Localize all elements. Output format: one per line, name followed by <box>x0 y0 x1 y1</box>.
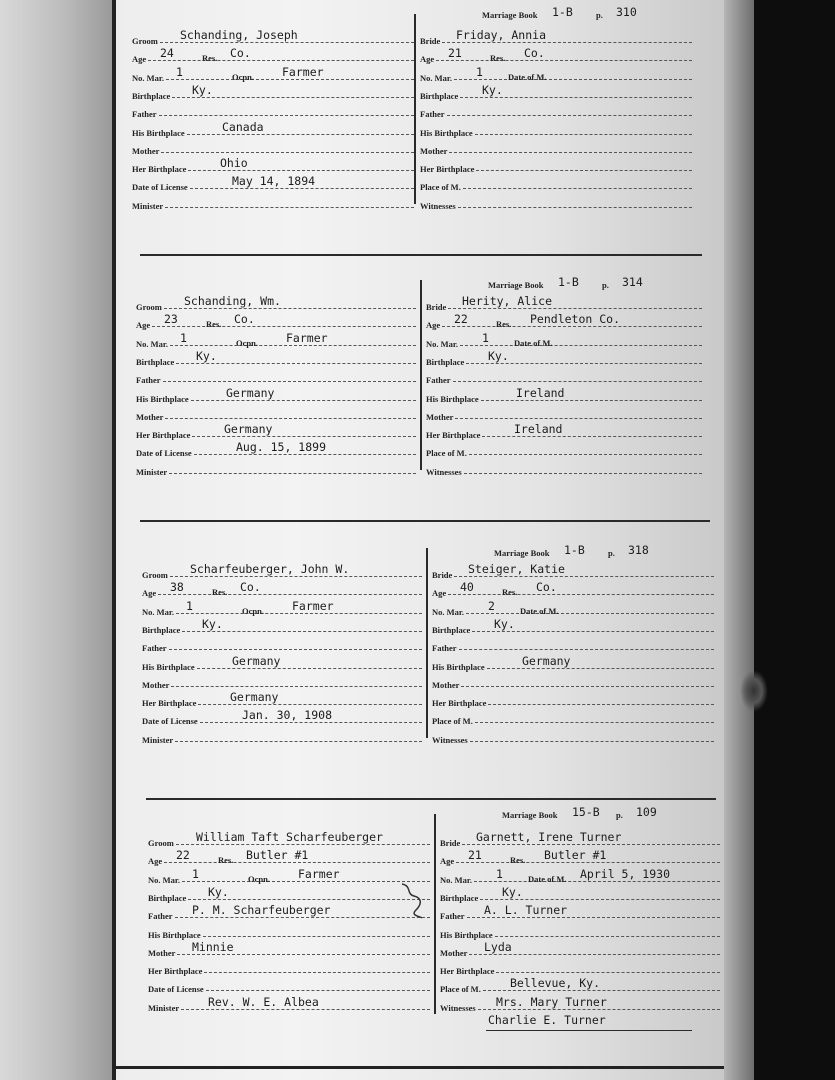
record-2-groom-father-row <box>136 367 416 385</box>
record-3-bride-birthplace-row <box>432 617 714 635</box>
record-2-groom-birthplace-row <box>136 349 416 367</box>
record-1-groom-no-mar-value: 1 <box>176 64 183 79</box>
record-4-groom-his-birthplace-label: His Birthplace <box>148 929 201 940</box>
record-3-groom-father-line <box>169 648 422 650</box>
record-3-groom-birthplace-row <box>142 617 422 635</box>
record-4-groom-groom-value: William Taft Scharfeuberger <box>196 830 383 844</box>
record-1-groom-birthplace-value: Ky. <box>192 82 213 97</box>
record-2-bride-res-value: Pendleton Co. <box>530 312 621 327</box>
record-1-marriage-book-value: 1-B <box>552 5 573 19</box>
record-2-bride-place-of-m-line <box>469 453 702 455</box>
record-4-groom-ocpn-value: Farmer <box>298 866 340 881</box>
record-3-groom-no-mar-row <box>142 599 422 617</box>
record-3-groom-father-row <box>142 635 422 653</box>
record-4-page-label: p. <box>616 810 623 820</box>
record-1-groom-minister-row <box>132 193 414 211</box>
record-2-bride-res-label: Res. <box>496 319 512 330</box>
record-4-bride-birthplace-row <box>440 885 720 903</box>
record-3-marriage-book-label: Marriage Book <box>494 548 550 558</box>
record-3-page-value: 318 <box>628 543 649 557</box>
record-4-bride-place-of-m-value: Bellevue, Ky. <box>510 976 601 991</box>
record-3-bride-no-mar-line <box>466 612 714 614</box>
record-2-bride-witnesses-row <box>426 459 702 477</box>
record-1-groom-no-mar-row <box>132 65 414 83</box>
record-3-groom-birthplace-value: Ky. <box>202 616 223 631</box>
right-edge-shadow <box>724 0 754 1080</box>
record-3-bride-age-row <box>432 580 714 598</box>
record-4-bride-mother-label: Mother <box>440 947 468 958</box>
record-3-groom-minister-label: Minister <box>142 734 174 745</box>
record-3-bride-her-birthplace-label: Her Birthplace <box>432 698 487 709</box>
record-1-bride-father-row <box>420 101 692 119</box>
record-2-bride-place-of-m-label: Place of M. <box>426 448 467 459</box>
record-2-marriage-book-value: 1-B <box>558 275 579 289</box>
record-1-groom-minister-line <box>165 206 414 208</box>
record-3-bride-age-line <box>448 593 714 595</box>
ink-smudge <box>740 670 768 712</box>
record-3-bride-his-birthplace-label: His Birthplace <box>432 661 485 672</box>
record-3-bride-place-of-m-row <box>432 708 714 726</box>
record-1-groom-date-of-license-label: Date of License <box>132 182 188 193</box>
record-1-bride-father-label: Father <box>420 109 445 120</box>
record-1-groom-date-of-license-value: May 14, 1894 <box>232 174 316 189</box>
record-1-groom-mother-label: Mother <box>132 145 160 156</box>
record-4-groom-her-birthplace-line <box>204 971 430 973</box>
record-1-groom-minister-label: Minister <box>132 200 164 211</box>
record-4-bride-his-birthplace-row <box>440 922 720 940</box>
record-4-bride-date-of-m-label: Date of M. <box>528 873 567 884</box>
record-2-bride-her-birthplace-label: Her Birthplace <box>426 430 481 441</box>
record-3-marriage-book-value: 1-B <box>564 543 585 557</box>
record-3-groom-her-birthplace-value: Germany <box>230 690 279 705</box>
record-3-separator-rule <box>146 798 716 800</box>
record-1-page-label: p. <box>596 10 603 20</box>
record-4-bride-witnesses-value: Mrs. Mary Turner <box>496 994 607 1009</box>
record-1-bride-her-birthplace-line <box>476 169 692 171</box>
record-1-groom-ocpn-value: Farmer <box>282 64 324 79</box>
record-1-bride-age-line <box>436 59 692 61</box>
record-3-groom-no-mar-label: No. Mar. <box>142 606 175 617</box>
record-3-groom-mother-row <box>142 672 422 690</box>
record-1-bride-mother-label: Mother <box>420 145 448 156</box>
record-3-bride-age-value: 40 <box>460 580 474 595</box>
record-3-groom-age-value: 38 <box>170 580 184 595</box>
record-4-groom-birthplace-value: Ky. <box>208 884 229 899</box>
record-3-bride-birthplace-value: Ky. <box>494 616 515 631</box>
record-1-groom-his-birthplace-row <box>132 120 414 138</box>
record-2-groom-father-label: Father <box>136 375 161 386</box>
record-1-groom-res-value: Co. <box>230 46 251 61</box>
record-3-bride-father-line <box>459 648 714 650</box>
record-3-bride-witnesses-label: Witnesses <box>432 734 468 745</box>
record-1-groom-mother-row <box>132 138 414 156</box>
record-4-bride-his-birthplace-label: His Birthplace <box>440 929 493 940</box>
record-2-groom-ocpn-value: Farmer <box>286 330 328 345</box>
record-3-bride-bride-value: Steiger, Katie <box>468 562 565 576</box>
record-3-bride-mother-label: Mother <box>432 679 460 690</box>
record-4-bride-place-of-m-label: Place of M. <box>440 984 481 995</box>
record-3-groom-res-value: Co. <box>240 580 261 595</box>
record-1-separator-rule <box>140 254 702 256</box>
record-3-bride-no-mar-label: No. Mar. <box>432 606 465 617</box>
record-4-bride-age-label: Age <box>440 856 455 867</box>
record-3-bride-place-of-m-label: Place of M. <box>432 716 473 727</box>
record-3-groom-groom-label: Groom <box>142 570 168 580</box>
record-1-bride-age-label: Age <box>420 54 435 65</box>
record-3-groom-his-birthplace-value: Germany <box>232 653 281 668</box>
record-4-groom-father-label: Father <box>148 911 173 922</box>
record-2-groom-date-of-license-label: Date of License <box>136 448 192 459</box>
record-3-bride-his-birthplace-value: Germany <box>522 653 571 668</box>
record-3-groom-age-label: Age <box>142 588 157 599</box>
record-1-bride-date-of-m-label: Date of M. <box>508 71 547 82</box>
record-1-bride-her-birthplace-row <box>420 156 692 174</box>
record-2-groom-birthplace-value: Ky. <box>196 348 217 363</box>
record-3-groom-his-birthplace-line <box>197 667 422 669</box>
record-3-groom-no-mar-value: 1 <box>186 598 193 613</box>
record-2-column-divider <box>420 280 422 470</box>
record-2-groom-res-label: Res. <box>206 319 222 330</box>
record-1-groom-his-birthplace-value: Canada <box>222 119 264 134</box>
record-4-groom-his-birthplace-line <box>203 935 430 937</box>
record-1-groom-groom-value: Schanding, Joseph <box>180 28 298 42</box>
record-2-groom-minister-label: Minister <box>136 466 168 477</box>
record-4-groom-no-mar-label: No. Mar. <box>148 874 181 885</box>
record-1-bride-his-birthplace-line <box>475 133 692 135</box>
record-3-groom-minister-line <box>175 740 422 742</box>
record-2-groom-mother-row <box>136 404 416 422</box>
record-1-groom-her-birthplace-row <box>132 156 414 174</box>
record-3-bride-place-of-m-line <box>475 721 714 723</box>
record-4-column-divider <box>434 814 436 1014</box>
record-4-groom-birthplace-row <box>148 885 430 903</box>
record-3-bride-mother-row <box>432 672 714 690</box>
record-3-page-label: p. <box>608 548 615 558</box>
record-3-groom-groom-value: Scharfeuberger, John W. <box>190 562 350 576</box>
record-1-bride-place-of-m-label: Place of M. <box>420 182 461 193</box>
record-2-bride-no-mar-value: 1 <box>482 330 489 345</box>
record-2-groom-age-row <box>136 312 416 330</box>
record-1-bride-no-mar-row <box>420 65 692 83</box>
record-2-groom-ocpn-label: Ocpn. <box>236 337 258 348</box>
record-1-bride-birthplace-label: Birthplace <box>420 90 459 101</box>
record-1-groom-birthplace-label: Birthplace <box>132 90 171 101</box>
record-1-groom-age-value: 24 <box>160 46 174 61</box>
record-1-bride-mother-line <box>449 151 692 153</box>
record-3-bride-age-label: Age <box>432 588 447 599</box>
record-3-groom-his-birthplace-label: His Birthplace <box>142 661 195 672</box>
record-1-bride-father-line <box>447 114 692 116</box>
record-1-groom-age-label: Age <box>132 54 147 65</box>
record-1-groom-father-row <box>132 101 414 119</box>
record-2-groom-res-value: Co. <box>234 312 255 327</box>
record-2-bride-no-mar-label: No. Mar. <box>426 338 459 349</box>
sheet-left-border <box>112 0 116 1080</box>
record-3-bride-no-mar-value: 2 <box>488 598 495 613</box>
record-4-bride-witnesses-label: Witnesses <box>440 1002 476 1013</box>
record-1-bride-age-value: 21 <box>448 46 462 61</box>
record-1-groom-age-line <box>148 59 414 61</box>
record-3-groom-age-line <box>158 593 422 595</box>
record-4-page-value: 109 <box>636 805 657 819</box>
record-2-bride-his-birthplace-line <box>481 399 702 401</box>
record-2-marriage-book-label: Marriage Book <box>488 280 544 290</box>
record-2-bride-age-value: 22 <box>454 312 468 327</box>
record-2-groom-no-mar-row <box>136 331 416 349</box>
record-2-bride-his-birthplace-label: His Birthplace <box>426 393 479 404</box>
record-4-groom-his-birthplace-row <box>148 922 430 940</box>
record-3-groom-ocpn-label: Ocpn. <box>242 605 264 616</box>
record-2-groom-mother-line <box>165 417 416 419</box>
record-2-bride-no-mar-line <box>460 344 702 346</box>
record-2-bride-bride-value: Herity, Alice <box>462 294 553 308</box>
record-2-groom-his-birthplace-row <box>136 386 416 404</box>
record-4-bride-her-birthplace-line <box>496 971 720 973</box>
record-3-bride-no-mar-row <box>432 599 714 617</box>
left-margin-paper <box>0 0 112 1080</box>
record-3-bride-witnesses-row <box>432 727 714 745</box>
record-3-bride-witnesses-line <box>470 740 714 742</box>
record-2-groom-date-of-license-value: Aug. 15, 1899 <box>236 440 327 455</box>
record-2-bride-birthplace-row <box>426 349 702 367</box>
record-2-bride-witnesses-label: Witnesses <box>426 466 462 477</box>
record-3-groom-father-label: Father <box>142 643 167 654</box>
record-2-bride-witnesses-line <box>464 472 702 474</box>
record-1-bride-birthplace-value: Ky. <box>482 82 503 97</box>
record-3-bride-her-birthplace-row <box>432 690 714 708</box>
record-3-bride-his-birthplace-line <box>487 667 714 669</box>
record-3-groom-minister-row <box>142 727 422 745</box>
record-1-groom-her-birthplace-value: Ohio <box>220 156 248 171</box>
record-4-bride-witnesses-2-value: Charlie E. Turner <box>488 1013 606 1027</box>
record-4-groom-date-of-license-line <box>206 989 430 991</box>
record-2-bride-her-birthplace-value: Ireland <box>514 422 563 437</box>
record-1-bride-her-birthplace-label: Her Birthplace <box>420 164 475 175</box>
record-4-bride-father-label: Father <box>440 911 465 922</box>
record-4-bride-father-value: A. L. Turner <box>484 903 568 918</box>
record-4-groom-res-label: Res. <box>218 855 234 866</box>
record-4-bride-father-row <box>440 903 720 921</box>
record-2-bride-father-line <box>453 380 702 382</box>
record-3-groom-mother-line <box>171 685 422 687</box>
record-2-groom-no-mar-label: No. Mar. <box>136 338 169 349</box>
record-3-bride-birthplace-label: Birthplace <box>432 624 471 635</box>
record-1-bride-no-mar-label: No. Mar. <box>420 72 453 83</box>
record-4-bride-res-label: Res. <box>510 855 526 866</box>
record-2-groom-her-birthplace-label: Her Birthplace <box>136 430 191 441</box>
record-3-bride-bride-label: Bride <box>432 570 453 580</box>
record-3-bride-his-birthplace-row <box>432 654 714 672</box>
record-4-groom-age-label: Age <box>148 856 163 867</box>
record-1-bride-witnesses-line <box>458 206 692 208</box>
record-3-bride-date-of-m-label: Date of M. <box>520 605 559 616</box>
record-4-groom-mother-value: Minnie <box>192 939 234 954</box>
record-4-bride-her-birthplace-row <box>440 958 720 976</box>
record-2-bride-no-mar-row <box>426 331 702 349</box>
record-2-groom-his-birthplace-label: His Birthplace <box>136 393 189 404</box>
record-2-bride-father-label: Father <box>426 375 451 386</box>
record-2-separator-rule <box>140 520 710 522</box>
record-1-groom-mother-line <box>161 151 414 153</box>
record-2-groom-her-birthplace-value: Germany <box>224 422 273 437</box>
record-2-bride-age-label: Age <box>426 320 441 331</box>
record-4-groom-mother-row <box>148 940 430 958</box>
record-4-groom-minister-label: Minister <box>148 1002 180 1013</box>
record-3-groom-ocpn-value: Farmer <box>292 598 334 613</box>
record-3-groom-his-birthplace-row <box>142 654 422 672</box>
record-1-bride-res-label: Res. <box>490 53 506 64</box>
record-2-bride-place-of-m-row <box>426 440 702 458</box>
record-2-groom-no-mar-value: 1 <box>180 330 187 345</box>
record-2-groom-birthplace-label: Birthplace <box>136 356 175 367</box>
record-1-page-value: 310 <box>616 5 637 19</box>
record-3-groom-birthplace-label: Birthplace <box>142 624 181 635</box>
record-2-groom-age-value: 23 <box>164 312 178 327</box>
record-2-groom-his-birthplace-value: Germany <box>226 385 275 400</box>
record-2-bride-mother-row <box>426 404 702 422</box>
record-1-groom-birthplace-row <box>132 83 414 101</box>
record-4-groom-age-value: 22 <box>176 848 190 863</box>
record-4-groom-no-mar-value: 1 <box>192 866 199 881</box>
record-3-groom-her-birthplace-label: Her Birthplace <box>142 698 197 709</box>
record-1-groom-father-line <box>159 114 414 116</box>
record-4-bride-her-birthplace-label: Her Birthplace <box>440 966 495 977</box>
record-3-column-divider <box>426 548 428 738</box>
record-4-bride-age-value: 21 <box>468 848 482 863</box>
record-1-groom-groom-label: Groom <box>132 36 158 46</box>
record-4-marriage-book-value: 15-B <box>572 805 600 819</box>
record-1-bride-his-birthplace-label: His Birthplace <box>420 127 473 138</box>
record-4-groom-her-birthplace-label: Her Birthplace <box>148 966 203 977</box>
record-4-bride-his-birthplace-line <box>495 935 720 937</box>
record-3-bride-her-birthplace-line <box>488 703 714 705</box>
record-1-bride-place-of-m-row <box>420 174 692 192</box>
record-1-bride-bride-label: Bride <box>420 36 441 46</box>
record-2-bride-birthplace-label: Birthplace <box>426 356 465 367</box>
record-4-groom-ocpn-label: Ocpn. <box>248 873 270 884</box>
record-4-groom-date-of-license-row <box>148 976 430 994</box>
record-2-bride-mother-line <box>455 417 702 419</box>
record-1-groom-age-row <box>132 46 414 64</box>
record-3-groom-mother-label: Mother <box>142 679 170 690</box>
record-4-bride-birthplace-label: Birthplace <box>440 892 479 903</box>
record-3-bride-mother-line <box>461 685 714 687</box>
record-4-groom-no-mar-row <box>148 867 430 885</box>
record-3-groom-res-label: Res. <box>212 587 228 598</box>
record-2-groom-minister-row <box>136 459 416 477</box>
record-2-page-value: 314 <box>622 275 643 289</box>
record-2-groom-groom-value: Schanding, Wm. <box>184 294 281 308</box>
record-3-groom-date-of-license-value: Jan. 30, 1908 <box>242 708 333 723</box>
record-3-bride-res-value: Co. <box>536 580 557 595</box>
record-2-bride-birthplace-value: Ky. <box>488 348 509 363</box>
record-2-bride-her-birthplace-row <box>426 422 702 440</box>
record-4-marriage-book-label: Marriage Book <box>502 810 558 820</box>
record-1-groom-his-birthplace-line <box>187 133 414 135</box>
record-1-bride-birthplace-row <box>420 83 692 101</box>
record-4-groom-birthplace-label: Birthplace <box>148 892 187 903</box>
record-1-groom-res-label: Res. <box>202 53 218 64</box>
record-1-groom-her-birthplace-label: Her Birthplace <box>132 164 187 175</box>
record-2-groom-her-birthplace-row <box>136 422 416 440</box>
record-4-bride-witnesses-2-underline <box>486 1030 692 1031</box>
record-4-groom-minister-value: Rev. W. E. Albea <box>208 994 319 1009</box>
record-1-bride-no-mar-line <box>454 78 692 80</box>
record-4-bride-no-mar-label: No. Mar. <box>440 874 473 885</box>
record-2-groom-age-line <box>152 325 416 327</box>
record-4-groom-mother-label: Mother <box>148 947 176 958</box>
record-3-bride-res-label: Res. <box>502 587 518 598</box>
record-2-groom-minister-line <box>169 472 416 474</box>
record-2-bride-date-of-m-label: Date of M. <box>514 337 553 348</box>
record-1-bride-his-birthplace-row <box>420 120 692 138</box>
record-4-bride-mother-value: Lyda <box>484 939 512 954</box>
record-4-bride-birthplace-value: Ky. <box>502 884 523 899</box>
record-1-marriage-book-label: Marriage Book <box>482 10 538 20</box>
record-1-bride-mother-row <box>420 138 692 156</box>
record-4-bride-bride-label: Bride <box>440 838 461 848</box>
record-1-bride-bride-value: Friday, Annia <box>456 28 547 42</box>
record-1-groom-ocpn-label: Ocpn. <box>232 71 254 82</box>
record-1-bride-witnesses-label: Witnesses <box>420 200 456 211</box>
record-2-bride-his-birthplace-value: Ireland <box>516 385 565 400</box>
record-3-bride-father-row <box>432 635 714 653</box>
record-2-groom-age-label: Age <box>136 320 151 331</box>
record-2-groom-mother-label: Mother <box>136 411 164 422</box>
record-3-groom-her-birthplace-row <box>142 690 422 708</box>
record-1-bride-witnesses-row <box>420 193 692 211</box>
record-2-bride-father-row <box>426 367 702 385</box>
record-3-groom-date-of-license-label: Date of License <box>142 716 198 727</box>
record-1-groom-no-mar-label: No. Mar. <box>132 72 165 83</box>
record-4-bride-bride-value: Garnett, Irene Turner <box>476 830 622 844</box>
record-4-bride-no-mar-value: 1 <box>496 866 503 881</box>
record-2-groom-father-line <box>163 380 416 382</box>
sheet-bottom-border <box>112 1066 724 1069</box>
record-4-bride-mother-row <box>440 940 720 958</box>
record-4-groom-date-of-license-label: Date of License <box>148 984 204 995</box>
record-4-groom-father-value: P. M. Scharfeuberger <box>192 903 331 918</box>
record-4-bride-res-value: Butler #1 <box>544 848 607 863</box>
record-1-bride-res-value: Co. <box>524 46 545 61</box>
record-1-column-divider <box>414 14 416 204</box>
record-1-bride-no-mar-value: 1 <box>476 64 483 79</box>
record-1-groom-father-label: Father <box>132 109 157 120</box>
record-4-groom-res-value: Butler #1 <box>246 848 309 863</box>
record-4-groom-her-birthplace-row <box>148 958 430 976</box>
record-2-bride-bride-label: Bride <box>426 302 447 312</box>
record-3-groom-age-row <box>142 580 422 598</box>
record-4-groom-groom-label: Groom <box>148 838 174 848</box>
pen-scribble <box>398 880 428 920</box>
record-2-page-label: p. <box>602 280 609 290</box>
record-2-bride-mother-label: Mother <box>426 411 454 422</box>
record-3-bride-father-label: Father <box>432 643 457 654</box>
record-1-groom-his-birthplace-label: His Birthplace <box>132 127 185 138</box>
record-1-bride-place-of-m-line <box>463 187 692 189</box>
record-2-groom-groom-label: Groom <box>136 302 162 312</box>
record-4-bride-date-of-m-value: April 5, 1930 <box>580 866 671 881</box>
record-2-groom-his-birthplace-line <box>191 399 416 401</box>
